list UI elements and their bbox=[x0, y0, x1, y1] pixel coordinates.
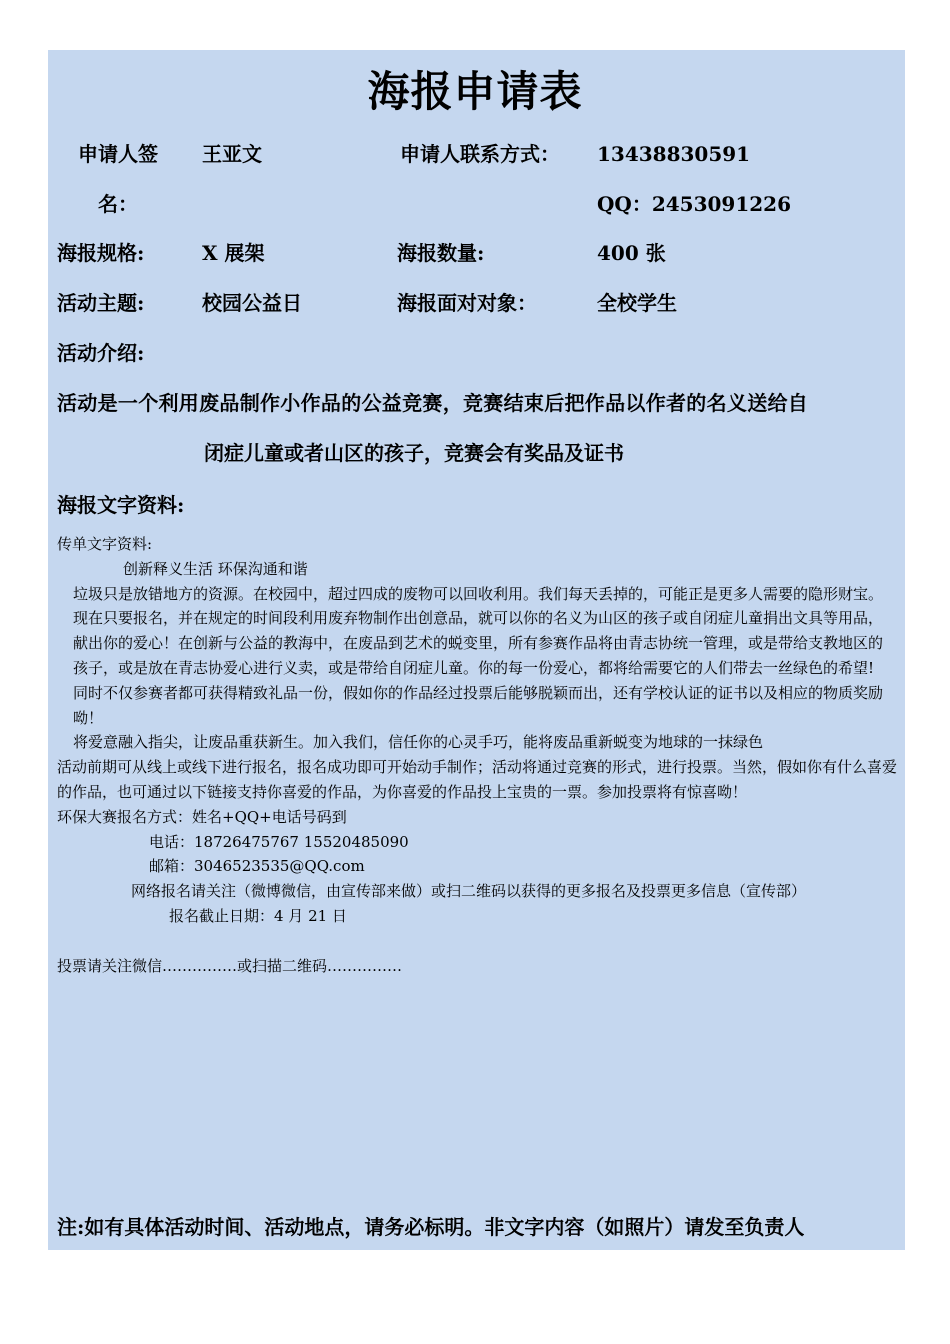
spec-value: X 展架 bbox=[202, 241, 265, 265]
intro-line-2: 闭症儿童或者山区的孩子，竞赛会有奖品及证书 bbox=[204, 441, 624, 465]
flyer-paragraph: 将爱意融入指尖，让废品重获新生。加入我们，信任你的心灵手巧，能将废品重新蜕变为地球的一抹绿色 bbox=[73, 733, 764, 752]
applicant-label-cont: 名： bbox=[98, 192, 138, 216]
signup-method: 环保大赛报名方式：姓名+QQ+电话号码到 bbox=[57, 807, 347, 826]
intro-label: 活动介绍: bbox=[57, 341, 145, 365]
spec-label: 海报规格: bbox=[57, 241, 145, 265]
signup-deadline: 报名截止日期：4 月 21 日 bbox=[169, 906, 347, 925]
audience-value: 全校学生 bbox=[597, 291, 677, 315]
flyer-paragraph: 活动前期可从线上或线下进行报名，报名成功即可开始动手制作；活动将通过竞赛的形式，进行投票。当然，假如你有什么喜爱的作品，也可通过以下链接支持你喜爱的作品，为你喜爱的作品投上宝贵的一票。参加投票将有惊喜呦！ bbox=[57, 758, 898, 801]
flyer-text bbox=[57, 532, 897, 978]
applicant-name: 王亚文 bbox=[202, 142, 262, 166]
spacer bbox=[57, 929, 897, 954]
flyer-slogan: 创新释义生活 环保沟通和谐 bbox=[123, 559, 308, 578]
flyer-paragraph: 同时不仅参赛者都可获得精致礼品一份，假如你的作品经过投票后能够脱颖而出，还有学校认证的证书以及相应的物质奖励呦！ bbox=[73, 683, 884, 727]
contact-phone: 13438830591 bbox=[597, 142, 751, 166]
flyer-paragraph: 现在只要报名，并在规定的时间段利用废弃物制作出创意品，就可以你的名义为山区的孩子或自闭症儿童捐出文具等用品，献出你的爱心！在创新与公益的教海中，在废品到艺术的蜕变里，所有参赛作品将由青志协统一管理，或是带给支教地区的孩子，或是放在青志协爱心进行义卖，或是带给自闭症儿童。你的每一份爱心，都将给需要它的人们带去一丝绿色的希望! bbox=[73, 609, 884, 677]
footer-note: 注:如有具体活动时间、活动地点，请务必标明。非文字内容（如照片）请发至负责人 bbox=[57, 1215, 805, 1239]
quantity-label: 海报数量: bbox=[397, 241, 485, 265]
applicant-label: 申请人签 bbox=[78, 142, 158, 166]
signup-phone: 电话：18726475767 15520485090 bbox=[149, 832, 409, 851]
online-signup: 网络报名请关注（微博微信，由宣传部来做）或扫二维码以获得的更多报名及投票更多信息（宣传部） bbox=[131, 882, 807, 901]
intro-line-1: 活动是一个利用废品制作小作品的公益竞赛，竞赛结束后把作品以作者的名义送给自 bbox=[57, 391, 809, 415]
page-title: 海报申请表 bbox=[367, 67, 583, 116]
flyer-paragraph: 垃圾只是放错地方的资源。在校园中，超过四成的废物可以回收利用。我们每天丢掉的，可能正是更多人需要的隐形财宝。 bbox=[73, 584, 884, 603]
vote-info: 投票请关注微信……………或扫描二维码…………… bbox=[57, 956, 403, 975]
contact-qq: QQ：2453091226 bbox=[597, 192, 792, 216]
signup-email: 邮箱：3046523535@QQ.com bbox=[149, 857, 365, 876]
flyer-heading: 传单文字资料: bbox=[57, 535, 153, 553]
material-label: 海报文字资料: bbox=[57, 493, 185, 517]
theme-value: 校园公益日 bbox=[202, 291, 302, 315]
theme-label: 活动主题: bbox=[57, 291, 145, 315]
quantity-value: 400 张 bbox=[597, 241, 666, 265]
audience-label: 海报面对对象： bbox=[397, 291, 537, 315]
contact-label: 申请人联系方式： bbox=[400, 142, 560, 166]
